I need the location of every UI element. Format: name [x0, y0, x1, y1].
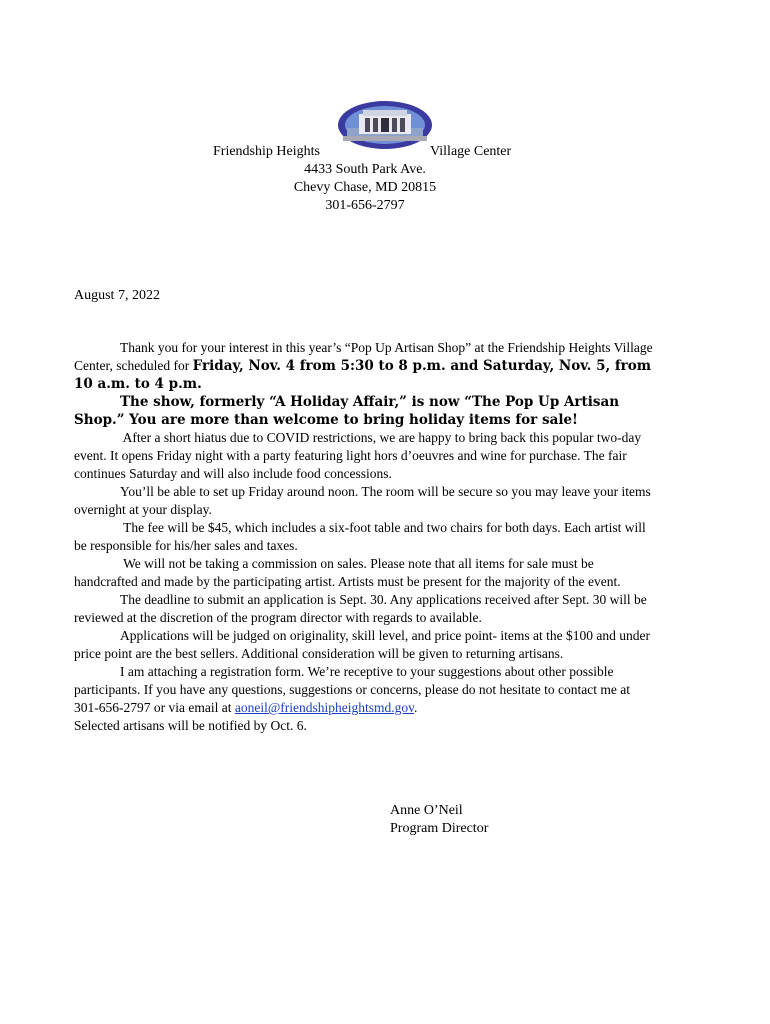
contact-text: I am attaching a registration form. We’re receptive to your suggestions about other possible participants. If you have any questions, suggestions or concerns, please do not hesitate to contact me at 301-656-2797 or via email at [74, 664, 630, 715]
paragraph-notification [74, 717, 654, 735]
deadline-text: The deadline to submit an application is Sept. 30. Any applications received after Sept. 30 will be reviewed at the discretion of the program director with regards to available. [74, 592, 647, 625]
show-name-bold: The show, formerly “A Holiday Affair,” is now “The Pop Up Artisan Shop.” You are more than welcome to bring holiday items for sale! [74, 394, 620, 428]
letter-body [74, 339, 654, 735]
org-address: 4433 South Park Ave. [304, 162, 426, 177]
signature-block [390, 802, 488, 838]
email-link[interactable]: aoneil@friendshipheightsmd.gov [234, 700, 414, 715]
org-name-left: Friendship Heights [213, 144, 320, 159]
signer-title: Program Director [390, 821, 489, 836]
paragraph-contact [74, 663, 654, 717]
org-city: Chevy Chase, MD 20815 [293, 180, 437, 195]
paragraph-judging [74, 627, 654, 663]
building-seal-logo [337, 100, 433, 150]
setup-text: You’ll be able to set up Friday around noon. The room will be secure so you may leave your items overnight at your display. [74, 484, 651, 517]
contact-period: . [414, 700, 418, 715]
org-name-right: Village Center [430, 144, 512, 159]
paragraph-setup [74, 483, 654, 519]
paragraph-hiatus [74, 429, 654, 483]
org-phone: 301-656-2797 [325, 198, 405, 213]
event-dates-bold: Friday, Nov. 4 from 5:30 to 8 p.m. and Saturday, Nov. 5, from 10 a.m. to 4 p.m. [74, 358, 652, 392]
paragraph-name-change [74, 393, 654, 429]
signer-name: Anne O’Neil [390, 803, 463, 818]
paragraph-commission [74, 555, 654, 591]
paragraph-fee [74, 519, 654, 555]
fee-text: The fee will be $45, which includes a six-foot table and two chairs for both days. Each artist will be responsible for his/her sales and taxes. [74, 520, 646, 553]
notification-text: Selected artisans will be notified by Oct. 6. [74, 718, 307, 733]
paragraph-intro [74, 339, 654, 393]
hiatus-text: After a short hiatus due to COVID restrictions, we are happy to bring back this popular two-day event. It opens Friday night with a party featuring light hors d’oeuvres and wine for purchase. The fair continues Saturday and will also include food concessions. [74, 430, 642, 481]
paragraph-deadline [74, 591, 654, 627]
intro-text: Thank you for your interest in this year’s “Pop Up Artisan Shop” at the Friendship Heights Village Center, scheduled for [74, 340, 653, 373]
letter-date: August 7, 2022 [74, 288, 160, 303]
commission-text: We will not be taking a commission on sales. Please note that all items for sale must be handcrafted and made by the participating artist. Artists must be present for the majority of the event. [74, 556, 621, 589]
judging-text: Applications will be judged on originality, skill level, and price point- items at the $100 and under price point are the best sellers. Additional consideration will be given to returning artisans. [74, 628, 651, 661]
